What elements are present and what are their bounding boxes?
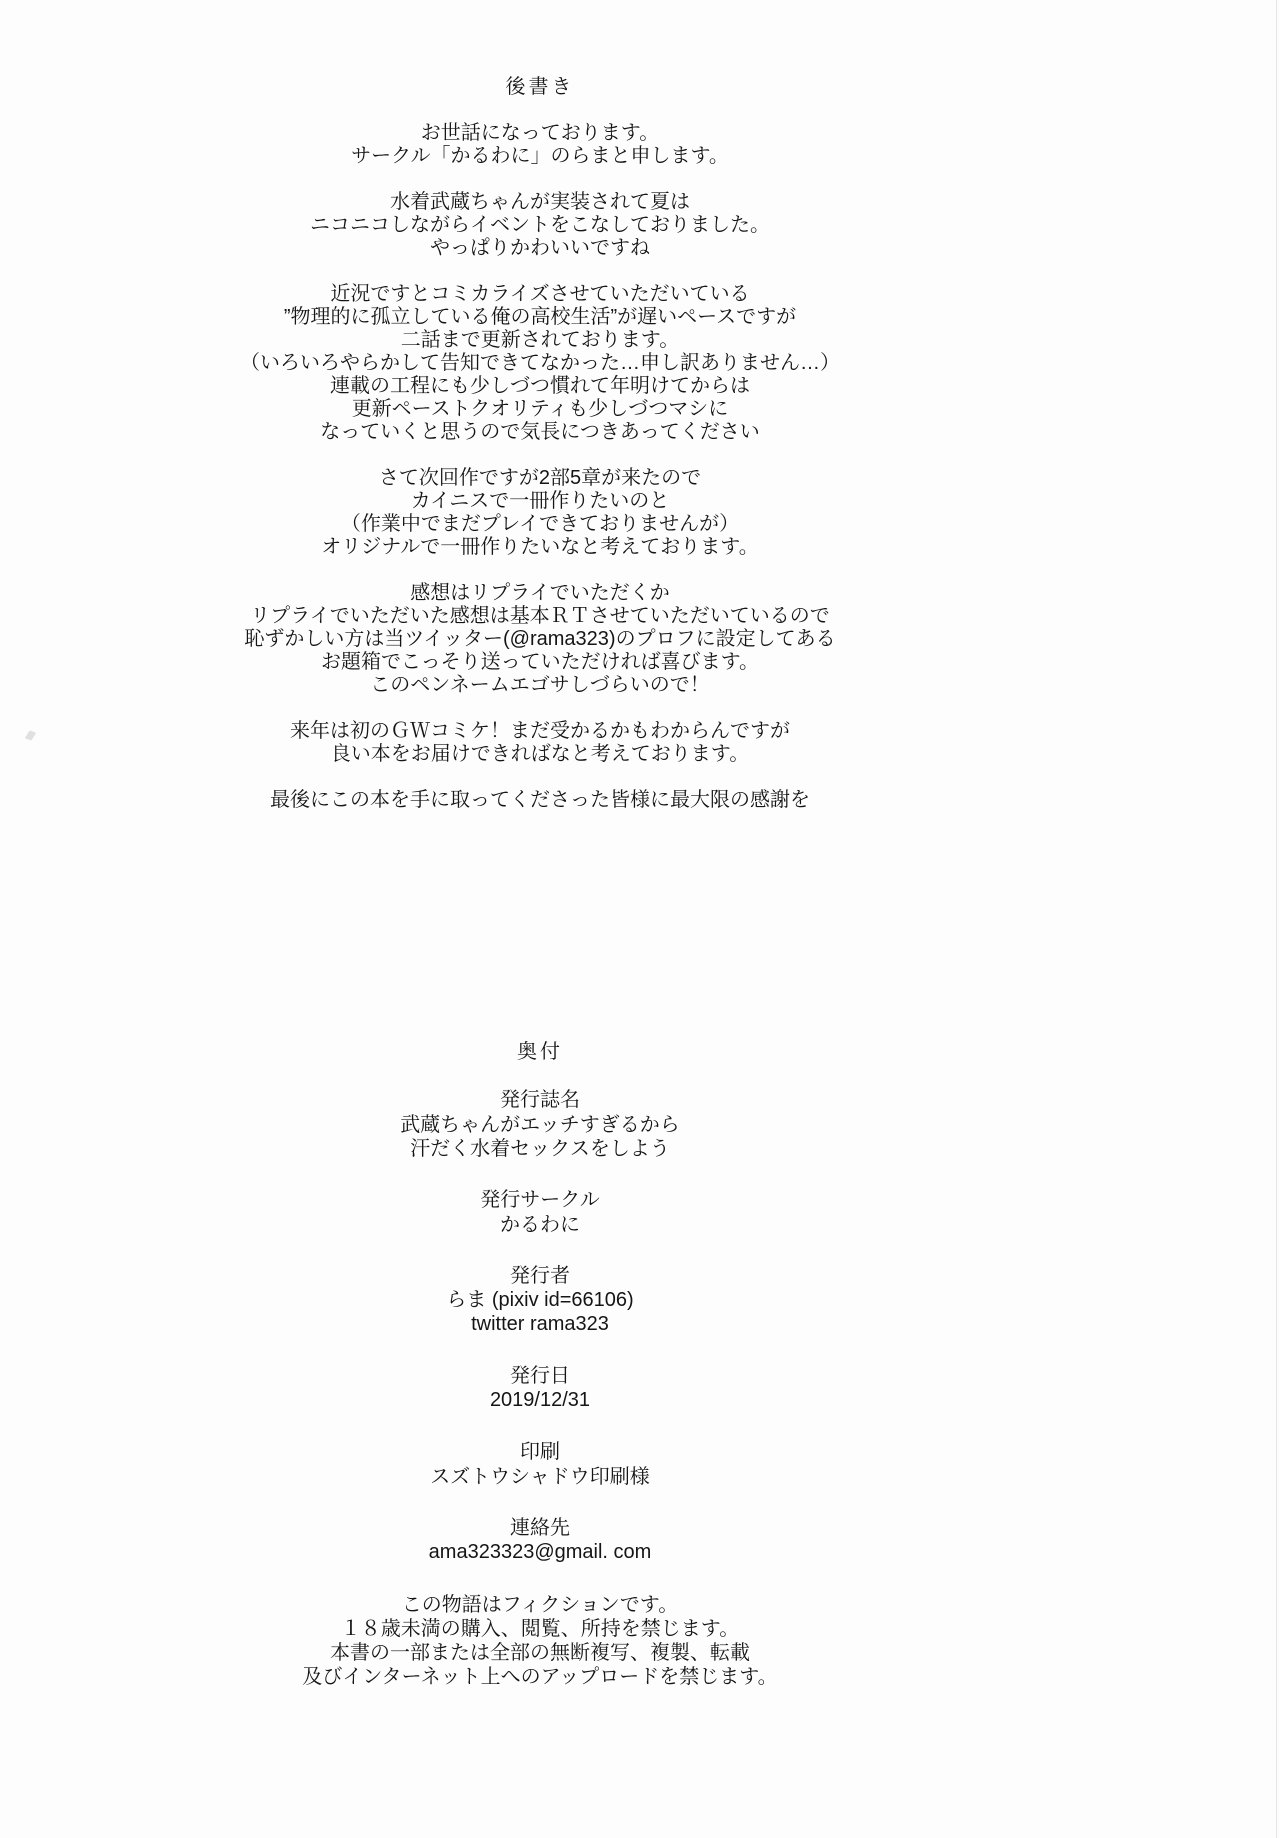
colophon-entry xyxy=(0,1264,1080,1336)
colophon-label: 発行者 xyxy=(510,1265,570,1287)
afterword-line: 水着武蔵ちゃんが実装されて夏は xyxy=(390,191,690,213)
afterword-line: 良い本をお届けできればなと考えております。 xyxy=(330,743,750,765)
disclaimer-line: 及びインターネット上へのアップロードを禁じます。 xyxy=(302,1664,778,1688)
afterword-line: 最後にこの本を手に取ってくださった皆様に最大限の感謝を xyxy=(270,789,810,811)
afterword-section xyxy=(0,0,1080,812)
colophon-value: twitter rama323 xyxy=(471,1313,609,1335)
afterword-line: 更新ペーストクオリティも少しづつマシに xyxy=(351,398,729,420)
afterword-line: 連載の工程にも少しづつ慣れて年明けてからは xyxy=(330,375,750,397)
colophon-value: 汗だく水着セックスをしよう xyxy=(410,1136,670,1160)
colophon-value: 武蔵ちゃんがエッチすぎるから xyxy=(400,1112,680,1136)
colophon-section xyxy=(0,1040,1080,1688)
paragraph xyxy=(0,582,1080,697)
afterword-line: お題箱でこっそり送っていただければ喜びます。 xyxy=(321,651,759,673)
colophon-value: 2019/12/31 xyxy=(489,1389,591,1411)
colophon-value: らま (pixiv id=66106) xyxy=(446,1289,634,1311)
afterword-line: サークル「かるわに」のらまと申します。 xyxy=(351,145,729,167)
colophon-label: 発行誌名 xyxy=(500,1089,580,1111)
disclaimer-line: １８歳未満の購入、閲覧、所持を禁じます。 xyxy=(340,1616,740,1640)
colophon-label: 発行日 xyxy=(510,1365,570,1387)
paragraph xyxy=(0,122,1080,168)
disclaimer-line: この物語はフィクションです。 xyxy=(401,1592,679,1616)
afterword-line: 感想はリプライでいただくか xyxy=(410,582,670,604)
afterword-line: 来年は初のＧＷコミケ！まだ受かるかもわからんですが xyxy=(290,720,790,742)
paragraph xyxy=(0,789,1080,812)
afterword-line: 近況ですとコミカライズさせていただいている xyxy=(330,283,750,305)
afterword-line: カイニスで一冊作りたいのと xyxy=(410,490,670,512)
colophon-label: 発行サークル xyxy=(480,1189,600,1211)
paragraph xyxy=(0,191,1080,260)
paragraph xyxy=(0,467,1080,559)
scan-edge-artifact xyxy=(1276,0,1277,1838)
afterword-line: このペンネームエゴサしづらいので！ xyxy=(370,674,710,696)
afterword-line: 二話まで更新されております。 xyxy=(400,329,680,351)
colophon-value: かるわに xyxy=(500,1212,580,1236)
colophon-title: 奥付 xyxy=(517,1041,563,1063)
afterword-body xyxy=(0,122,1080,812)
afterword-line: オリジナルで一冊作りたいなと考えております。 xyxy=(321,536,759,558)
afterword-line: さて次回作ですが2部5章が来たので xyxy=(378,467,702,489)
colophon-entry xyxy=(0,1516,1080,1564)
colophon-label: 印刷 xyxy=(520,1441,560,1463)
afterword-line: 恥ずかしい方は当ツイッター(@rama323)のプロフに設定してある xyxy=(244,628,836,650)
paragraph xyxy=(0,720,1080,766)
afterword-line: （いろいろやらかして告知できてなかった…申し訳ありません…） xyxy=(240,352,840,374)
disclaimer xyxy=(0,1592,1080,1688)
colophon-entry xyxy=(0,1364,1080,1412)
colophon-entry xyxy=(0,1188,1080,1236)
colophon-label: 連絡先 xyxy=(510,1517,570,1539)
disclaimer-line: 本書の一部または全部の無断複写、複製、転載 xyxy=(330,1640,750,1664)
section-gap xyxy=(0,835,1280,1040)
colophon-entry xyxy=(0,1440,1080,1488)
colophon-value: スズトウシャドウ印刷様 xyxy=(430,1464,650,1488)
afterword-line: リプライでいただいた感想は基本ＲＴさせていただいているので xyxy=(250,605,830,627)
afterword-line: なっていくと思うので気長につきあってください xyxy=(320,421,760,443)
afterword-line: （作業中でまだプレイできておりませんが） xyxy=(340,513,740,535)
colophon-value: ama323323@gmail. com xyxy=(428,1541,652,1563)
afterword-line: やっぱりかわいいですね xyxy=(430,237,650,259)
colophon-body xyxy=(0,1088,1080,1564)
afterword-line: ニコニコしながらイベントをこなしておりました。 xyxy=(310,214,770,236)
afterword-line: お世話になっております。 xyxy=(420,122,660,144)
afterword-line: ”物理的に孤立している俺の高校生活”が遅いペースですが xyxy=(283,306,797,328)
afterword-title: 後書き xyxy=(505,76,575,98)
colophon-entry xyxy=(0,1088,1080,1160)
paragraph xyxy=(0,283,1080,444)
